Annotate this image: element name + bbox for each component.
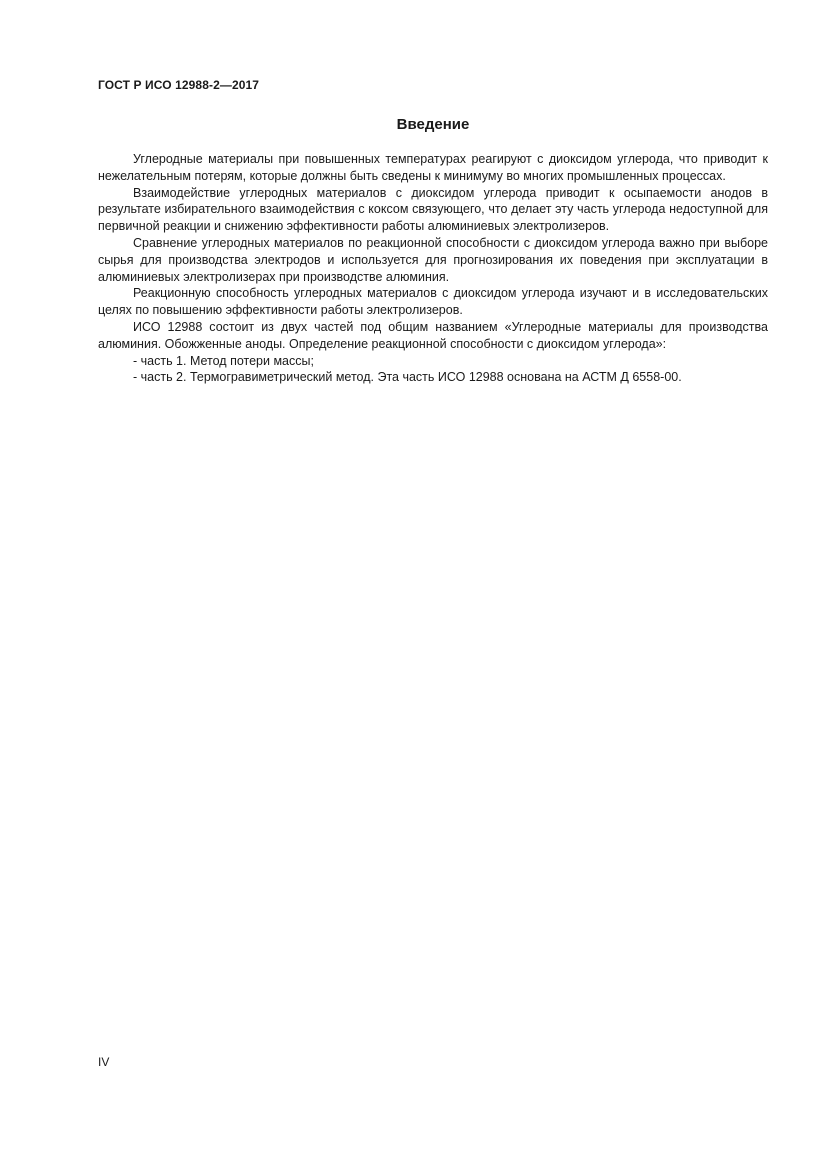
paragraph: Углеродные материалы при повышенных температурах реагируют с диоксидом углерода, что приводит к нежелательным потерям, которые должны быть сведены к минимуму во многих промышленных процессах.	[98, 152, 768, 183]
list-item: - часть 2. Термогравиметрический метод. Эта часть ИСО 12988 основана на АСТМ Д 6558-00.	[133, 370, 682, 385]
paragraph: Сравнение углеродных материалов по реакционной способности с диоксидом углерода важно при выборе сырья для производства электродов и используется для прогнозирования их поведения при эксплуатации в алюминиевых электролизерах при производстве алюминия.	[98, 235, 768, 284]
introduction-body	[98, 151, 768, 386]
page-number: IV	[98, 1055, 110, 1069]
list-item: - часть 1. Метод потери массы;	[133, 353, 314, 368]
paragraph: ИСО 12988 состоит из двух частей под общим названием «Углеродные материалы для производства алюминия. Обожженные аноды. Определение реакционной способности с диоксидом углерода»:	[98, 319, 768, 351]
paragraph: Взаимодействие углеродных материалов с диоксидом углерода приводит к осыпаемости анодов в результате избирательного взаимодействия с коксом связующего, что делает эту часть углерода недоступной для первичной реакции и снижению эффективности работы алюминиевых электролизеров.	[98, 185, 768, 234]
section-title: Введение	[396, 116, 470, 133]
paragraph: Реакционную способность углеродных материалов с диоксидом углерода изучают и в исследовательских целях по повышению эффективности работы электролизеров.	[98, 286, 768, 318]
parts-list	[98, 353, 768, 387]
document-header: ГОСТ Р ИСО 12988-2—2017	[98, 78, 260, 92]
